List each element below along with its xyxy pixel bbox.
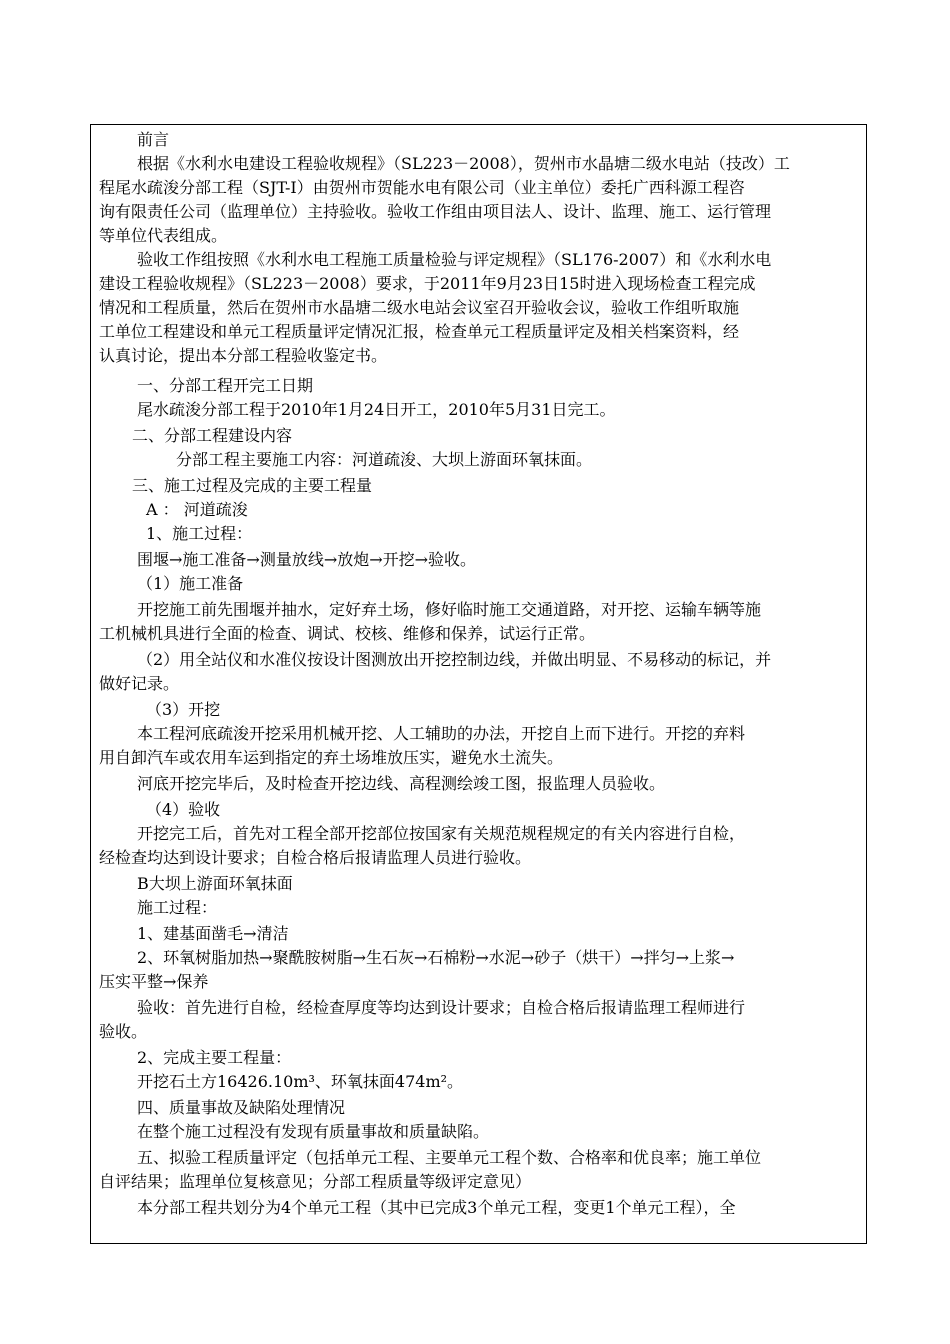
text-line: 做好记录。 xyxy=(99,674,180,693)
text-line: 尾水疏浚分部工程于2010年1月24日开工，2010年5月31日完工。 xyxy=(137,400,616,419)
text-line: 根据《水利水电建设工程验收规程》（SL223－2008），贺州市水晶塘二级水电站（技改）工 xyxy=(137,154,790,173)
subsection-heading-a: A ： 河道疏浚 xyxy=(146,500,248,519)
section-heading-4: 四、质量事故及缺陷处理情况 xyxy=(137,1098,346,1117)
text-line: 开挖施工前先围堰并抽水，定好弃土场，修好临时施工交通道路，对开挖、运输车辆等施 xyxy=(137,600,762,619)
text-line: 本分部工程共划分为4个单元工程（其中已完成3个单元工程，变更1个单元工程），全 xyxy=(137,1198,736,1217)
text-line: 验收：首先进行自检，经检查厚度等均达到设计要求；自检合格后报请监理工程师进行 xyxy=(137,998,746,1017)
section-heading-1: 一、分部工程开完工日期 xyxy=(137,376,314,395)
section-heading-3: 三、施工过程及完成的主要工程量 xyxy=(132,476,373,495)
text-line: （2）用全站仪和水准仪按设计图测放出开挖控制边线，并做出明显、不易移动的标记，并 xyxy=(137,650,772,669)
text-line: 经检查均达到设计要求；自检合格后报请监理人员进行验收。 xyxy=(99,848,532,867)
text-line: 建设工程验收规程》（SL223－2008）要求，于2011年9月23日15时进入现场检查工程完成 xyxy=(99,274,756,293)
text-line: 1、建基面凿毛→清洁 xyxy=(137,924,289,943)
text-line: 等单位代表组成。 xyxy=(99,226,228,245)
text-line: 在整个施工过程没有发现有质量事故和质量缺陷。 xyxy=(137,1122,490,1141)
text-line: 用自卸汽车或农用车运到指定的弃土场堆放压实，避免水土流失。 xyxy=(99,748,564,767)
text-line: 自评结果；监理单位复核意见；分部工程质量等级评定意见） xyxy=(99,1172,532,1191)
text-line: 询有限责任公司（监理单位）主持验收。验收工作组由项目法人、设计、监理、施工、运行管理 xyxy=(99,202,772,221)
document-page xyxy=(90,124,867,1244)
text-line: （1）施工准备 xyxy=(137,574,244,593)
section-heading-2: 二、分部工程建设内容 xyxy=(132,426,293,445)
subsection-heading-b: B大坝上游面环氧抹面 xyxy=(137,874,293,893)
text-line: 压实平整→保养 xyxy=(99,972,209,991)
text-line: 2、环氧树脂加热→聚酰胺树脂→生石灰→石棉粉→水泥→砂子（烘干）→拌匀→上浆→ xyxy=(137,948,735,967)
text-line: 分部工程主要施工内容：河道疏浚、大坝上游面环氧抹面。 xyxy=(176,450,593,469)
text-line: 2、完成主要工程量： xyxy=(137,1048,292,1067)
text-line: 情况和工程质量，然后在贺州市水晶塘二级水电站会议室召开验收会议，验收工作组听取施 xyxy=(99,298,740,317)
text-line: 工机械机具进行全面的检查、调试、校核、维修和保养，试运行正常。 xyxy=(99,624,596,643)
text-line: （3）开挖 xyxy=(146,700,221,719)
text-line: 开挖石土方16426.10m³、环氧抹面474m²。 xyxy=(137,1072,464,1091)
text-line: 程尾水疏浚分部工程（SJT-Ⅰ）由贺州市贺能水电有限公司（业主单位）委托广西科源工程咨 xyxy=(99,178,745,197)
text-line: 围堰→施工准备→测量放线→放炮→开挖→验收。 xyxy=(137,550,477,569)
text-line: 本工程河底疏浚开挖采用机械开挖、人工辅助的办法，开挖自上而下进行。开挖的弃料 xyxy=(137,724,746,743)
text-line: 施工过程： xyxy=(137,898,218,917)
text-line: 河底开挖完毕后，及时检查开挖边线、高程测绘竣工图，报监理人员验收。 xyxy=(137,774,666,793)
text-line: 认真讨论，提出本分部工程验收鉴定书。 xyxy=(99,346,388,365)
heading-preface: 前言 xyxy=(137,130,170,149)
text-line: 1、施工过程： xyxy=(146,524,253,543)
text-line: 验收工作组按照《水利水电工程施工质量检验与评定规程》（SL176-2007）和《水利水电 xyxy=(137,250,772,269)
text-line: （4）验收 xyxy=(146,800,221,819)
section-heading-5: 五、拟验工程质量评定（包括单元工程、主要单元工程个数、合格率和优良率；施工单位 xyxy=(137,1148,762,1167)
text-line: 开挖完工后，首先对工程全部开挖部位按国家有关规范规程规定的有关内容进行自检， xyxy=(137,824,746,843)
text-line: 验收。 xyxy=(99,1022,148,1041)
text-line: 工单位工程建设和单元工程质量评定情况汇报，检查单元工程质量评定及相关档案资料，经 xyxy=(99,322,740,341)
